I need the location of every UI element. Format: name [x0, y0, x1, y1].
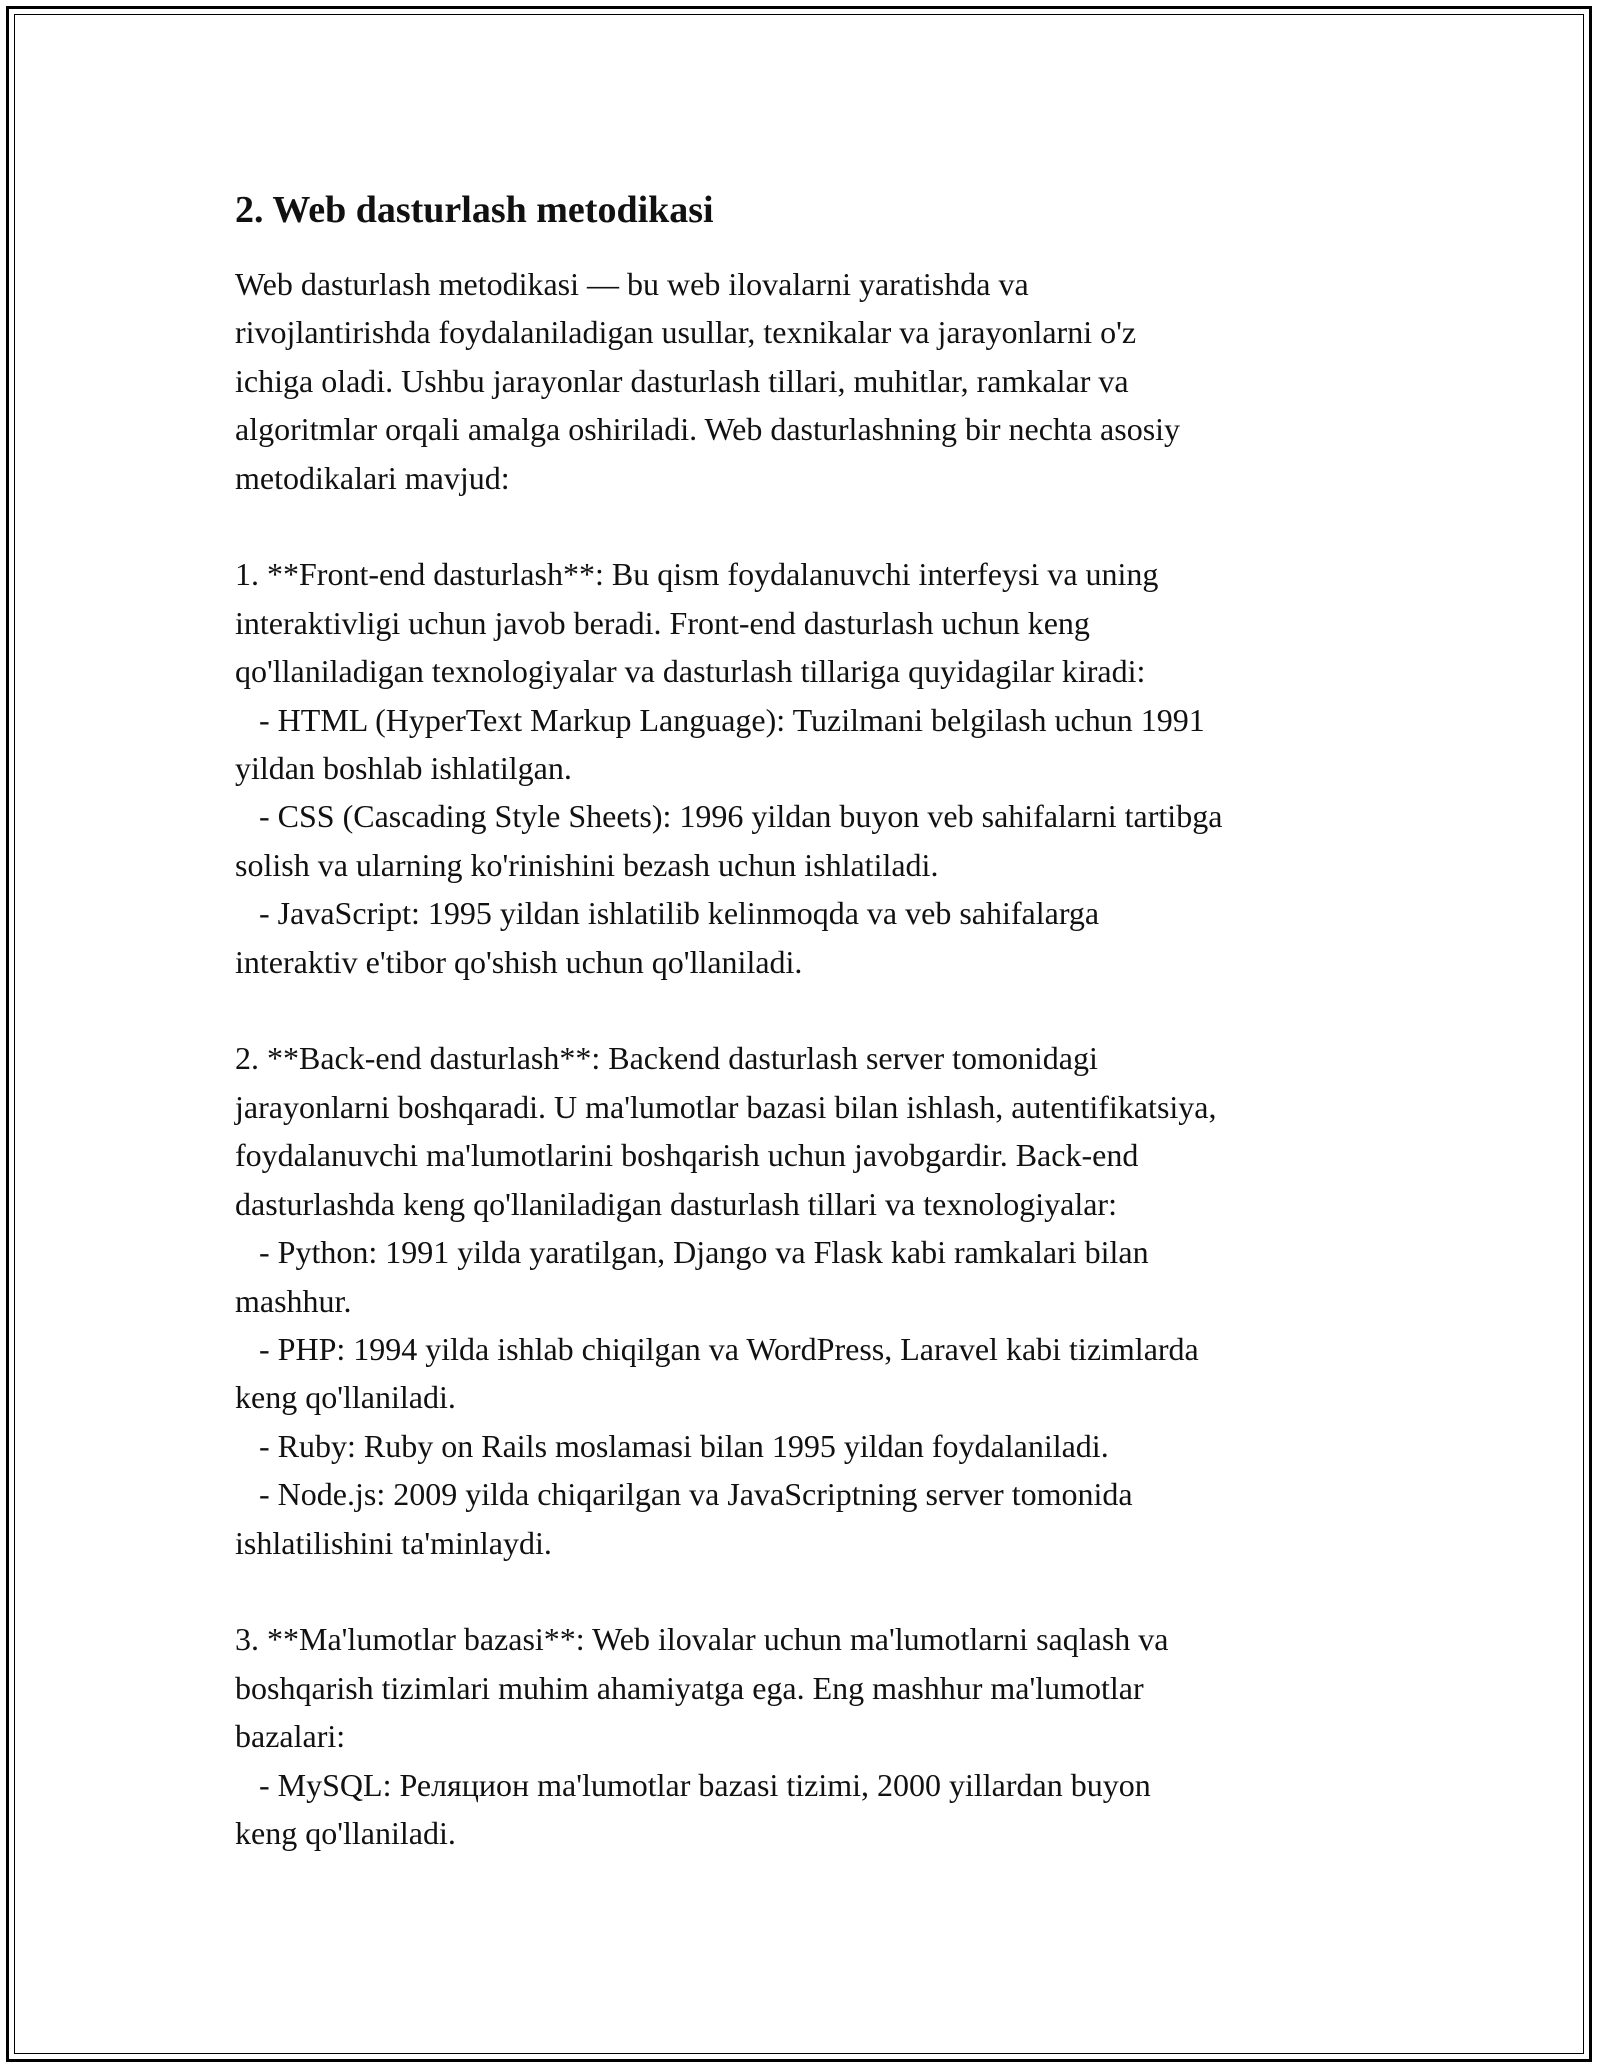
body-lines: [235, 550, 1385, 1857]
intro-line-2: rivojlantirishda foydalaniladigan usullar, texnikalar va jarayonlarni o'z: [235, 314, 1137, 351]
text-line: - Node.js: 2009 yilda chiqarilgan va JavaScriptning server tomonida: [235, 1476, 1133, 1513]
text-line: [235, 986, 1385, 1034]
text-line: foydalanuvchi ma'lumotlarini boshqarish uchun javobgardir. Back-end: [235, 1137, 1139, 1174]
text-line: qo'llaniladigan texnologiyalar va dasturlash tillariga quyidagilar kiradi:: [235, 653, 1146, 690]
text-line: 1. **Front-end dasturlash**: Bu qism foydalanuvchi interfeysi va uning: [235, 556, 1159, 593]
intro-line-1: Web dasturlash metodikasi — bu web ilovalarni yaratishda va: [235, 266, 1029, 302]
text-line: - Python: 1991 yilda yaratilgan, Django va Flask kabi ramkalari bilan: [235, 1234, 1149, 1271]
text-line: - HTML (HyperText Markup Language): Tuzilmani belgilash uchun 1991: [235, 701, 1205, 738]
paragraph-gap: [235, 502, 1385, 550]
intro-line-4: algoritmlar orqali amalga oshiriladi. Web dasturlashning bir nechta asosiy: [235, 411, 1181, 448]
document-body: [235, 186, 1385, 1857]
intro-line-5: metodikalari mavjud:: [235, 459, 510, 496]
text-line: keng qo'llaniladi.: [235, 1814, 456, 1851]
text-line: yildan boshlab ishlatilgan.: [235, 750, 572, 787]
text-line: ishlatilishini ta'minlaydi.: [235, 1524, 552, 1561]
text-line: interaktivligi uchun javob beradi. Front-end dasturlash uchun keng: [235, 604, 1090, 641]
text-line: - MySQL: Реляцион ma'lumotlar bazasi tizimi, 2000 yillardan buyon: [235, 1766, 1151, 1803]
text-line: 2. **Back-end dasturlash**: Backend dasturlash server tomonidagi: [235, 1040, 1098, 1077]
text-line: - CSS (Cascading Style Sheets): 1996 yildan buyon veb sahifalarni tartibga: [235, 798, 1223, 835]
text-line: keng qo'llaniladi.: [235, 1379, 456, 1416]
text-line: interaktiv e'tibor qo'shish uchun qo'llaniladi.: [235, 943, 803, 980]
text-line: - JavaScript: 1995 yildan ishlatilib kelinmoqda va veb sahifalarga: [235, 895, 1100, 932]
text-line: - Ruby: Ruby on Rails moslamasi bilan 1995 yildan foydalaniladi.: [235, 1427, 1109, 1464]
text-line: mashhur.: [235, 1282, 352, 1319]
text-line: boshqarish tizimlari muhim ahamiyatga ega. Eng mashhur ma'lumotlar: [235, 1669, 1144, 1706]
text-line: [235, 1567, 1385, 1615]
text-line: jarayonlarni boshqaradi. U ma'lumotlar bazasi bilan ishlash, autentifikatsiya,: [235, 1088, 1217, 1125]
text-line: 3. **Ma'lumotlar bazasi**: Web ilovalar uchun ma'lumotlarni saqlash va: [235, 1621, 1169, 1658]
text-line: bazalari:: [235, 1718, 346, 1755]
text-line: - PHP: 1994 yilda ishlab chiqilgan va WordPress, Laravel kabi tizimlarda: [235, 1330, 1199, 1367]
text-line: dasturlashda keng qo'llaniladigan dasturlash tillari va texnologiyalar:: [235, 1185, 1117, 1222]
intro-line-3: ichiga oladi. Ushbu jarayonlar dasturlash tillari, muhitlar, ramkalar va: [235, 362, 1129, 399]
document-title: 2. Web dasturlash metodikasi: [235, 189, 714, 231]
text-line: solish va ularning ko'rinishini bezash uchun ishlatiladi.: [235, 846, 939, 883]
